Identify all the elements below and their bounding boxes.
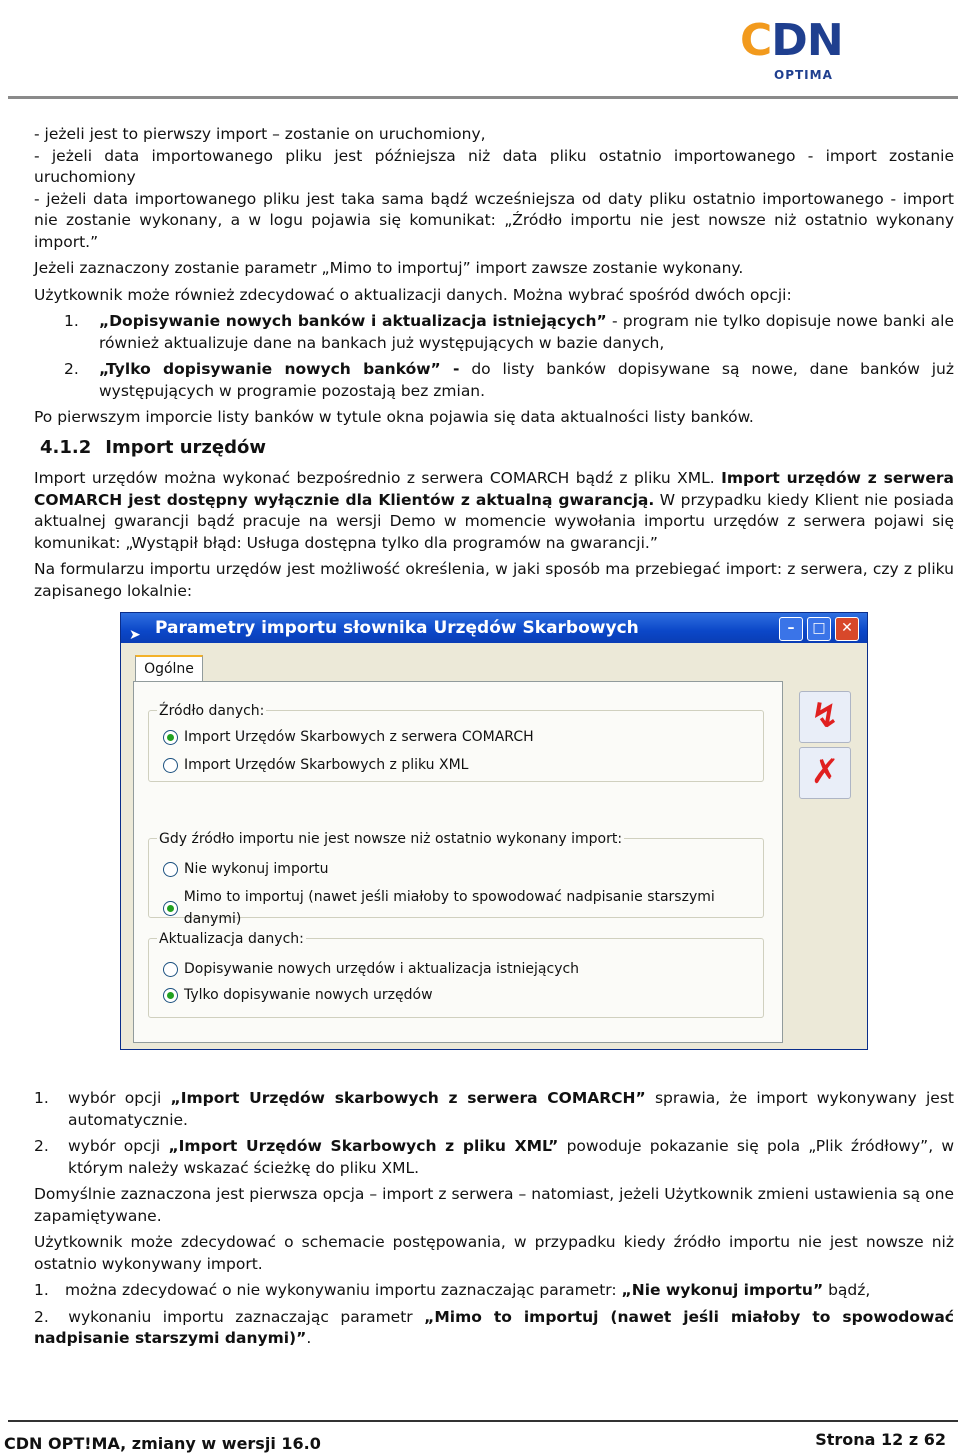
- source-group: [148, 703, 764, 782]
- radio-server[interactable]: Import Urzędów Skarbowych z serwera COMARCH: [163, 727, 534, 749]
- radio-add-only[interactable]: Tylko dopisywanie nowych urzędów: [163, 985, 433, 1007]
- radio-empty-icon: [163, 862, 178, 877]
- section-heading: 4.1.2 Import urzędów: [40, 436, 266, 458]
- app-icon: ➤: [129, 627, 141, 643]
- page-number: Strona 12 z 62: [815, 1430, 946, 1449]
- maximize-icon[interactable]: □: [807, 617, 831, 641]
- paragraph: Po pierwszym imporcie listy banków w tytule okna pojawia się data aktualności listy banków.: [34, 408, 754, 426]
- paragraph: Użytkownik może zdecydować o schemacie postępowania, w przypadku kiedy źródło importu nie jest nowsze niż ostatnio wykonywany import.: [34, 1233, 954, 1273]
- list-item: 2. wybór opcji „Import Urzędów Skarbowych z pliku XML” powoduje pokazanie się pola „Plik źródłowy”, w którym należy wskazać ścieżkę do pliku XML.: [34, 1137, 955, 1177]
- footer-divider: [8, 1420, 958, 1422]
- paragraph: Jeżeli zaznaczony zostanie parametr „Mimo to importuj” import zawsze zostanie wykonany.: [34, 259, 744, 277]
- cancel-icon[interactable]: ✗: [799, 747, 851, 799]
- list-item: 2. „Tylko dopisywanie nowych banków” - do listy banków dopisywane są nowe, dane banków już występujących w programie pozostają bez zmian.: [64, 360, 955, 400]
- logo-optima-text: OPTIMA: [774, 68, 833, 82]
- run-import-icon[interactable]: ↯: [799, 691, 851, 743]
- paragraph: - jeżeli data importowanego pliku jest taka sama bądź wcześniejsza od daty pliku ostatnio importowanego - import nie zostanie wykonany, a w logu pojawia się komunikat: „Źródło importu nie jest nowsze niż ostatnio wykonany import.”: [34, 189, 954, 251]
- paragraph: - jeżeli jest to pierwszy import – zostanie on uruchomiony,: [34, 125, 486, 143]
- tab-panel: [133, 681, 783, 1043]
- radio-add-and-update[interactable]: Dopisywanie nowych urzędów i aktualizacja istniejących: [163, 959, 579, 981]
- paragraph: Domyślnie zaznaczona jest pierwsza opcja – import z serwera – natomiast, jeżeli Użytkownik zmieni ustawienia są one zapamiętywane.: [34, 1185, 954, 1225]
- radio-empty-icon: [163, 758, 178, 773]
- radio-selected-icon: [163, 730, 178, 745]
- radio-xml[interactable]: Import Urzędów Skarbowych z pliku XML: [163, 755, 468, 777]
- close-icon[interactable]: ✕: [835, 617, 859, 641]
- tab-general[interactable]: Ogólne: [135, 655, 203, 683]
- list-item: 1. można zdecydować o nie wykonywaniu importu zaznaczając parametr: „Nie wykonuj importu” bądź,: [34, 1281, 871, 1299]
- group-label: Gdy źródło importu nie jest nowsze niż ostatnio wykonany import:: [157, 829, 624, 851]
- paragraph: Na formularzu importu urzędów jest możliwość określenia, w jaki sposób ma przebiegać import: z serwera, czy z pliku zapisanego lokalnie:: [34, 560, 954, 600]
- radio-selected-icon: [163, 901, 178, 916]
- document-body: [34, 124, 954, 1355]
- dialog-screenshot: [120, 612, 868, 1050]
- footer-product: CDN OPT!MA, zmiany w wersji 16.0: [4, 1434, 321, 1453]
- older-source-group: [148, 831, 764, 927]
- group-label: Źródło danych:: [157, 701, 266, 723]
- import-dialog: [120, 612, 868, 1050]
- radio-selected-icon: [163, 988, 178, 1003]
- list-item: 2. wykonaniu importu zaznaczając parametr „Mimo to importuj (nawet jeśli miałoby to spowodować nadpisanie starszymi danymi)”.: [34, 1307, 954, 1347]
- update-group: [148, 931, 764, 1018]
- dialog-title: Parametry importu słownika Urzędów Skarbowych: [155, 618, 639, 638]
- list-item: 1. wybór opcji „Import Urzędów skarbowych z serwera COMARCH” sprawia, że import wykonywany jest automatycznie.: [34, 1089, 954, 1129]
- page-header: [0, 0, 960, 100]
- paragraph: - jeżeli data importowanego pliku jest późniejsza niż data pliku ostatnio importowanego - import zostanie uruchomiony: [34, 146, 954, 186]
- group-label: Aktualizacja danych:: [157, 929, 306, 951]
- dialog-titlebar: [121, 613, 867, 643]
- list-item: 1. „Dopisywanie nowych banków i aktualizacja istniejących” - program nie tylko dopisuje nowe banki ale również aktualizuje dane na bankach już występujących w bazie danych,: [64, 312, 954, 352]
- radio-force-import[interactable]: Mimo to importuj (nawet jeśli miałoby to spowodować nadpisanie starszymi danymi): [163, 887, 763, 930]
- paragraph: Import urzędów można wykonać bezpośrednio z serwera COMARCH bądź z pliku XML. Import urzędów z serwera COMARCH jest dostępny wyłącznie dla Klientów z aktualną gwarancją. W przypadku kiedy Klient nie posiada aktualnej gwarancji bądź pracuje na wersji Demo w momencie wywołania importu urzędów z serwera pojawi się komunikat: „Wystąpił błąd: Usługa dostępna tylko dla programów na gwarancji.”: [34, 469, 954, 552]
- radio-skip-import[interactable]: Nie wykonuj importu: [163, 859, 329, 881]
- cdn-optima-logo: [740, 15, 860, 86]
- minimize-icon[interactable]: –: [779, 617, 803, 641]
- paragraph: Użytkownik może również zdecydować o aktualizacji danych. Można wybrać spośród dwóch opcji:: [34, 285, 792, 304]
- logo-text: CDN: [740, 15, 843, 66]
- header-divider: [8, 96, 958, 99]
- radio-empty-icon: [163, 962, 178, 977]
